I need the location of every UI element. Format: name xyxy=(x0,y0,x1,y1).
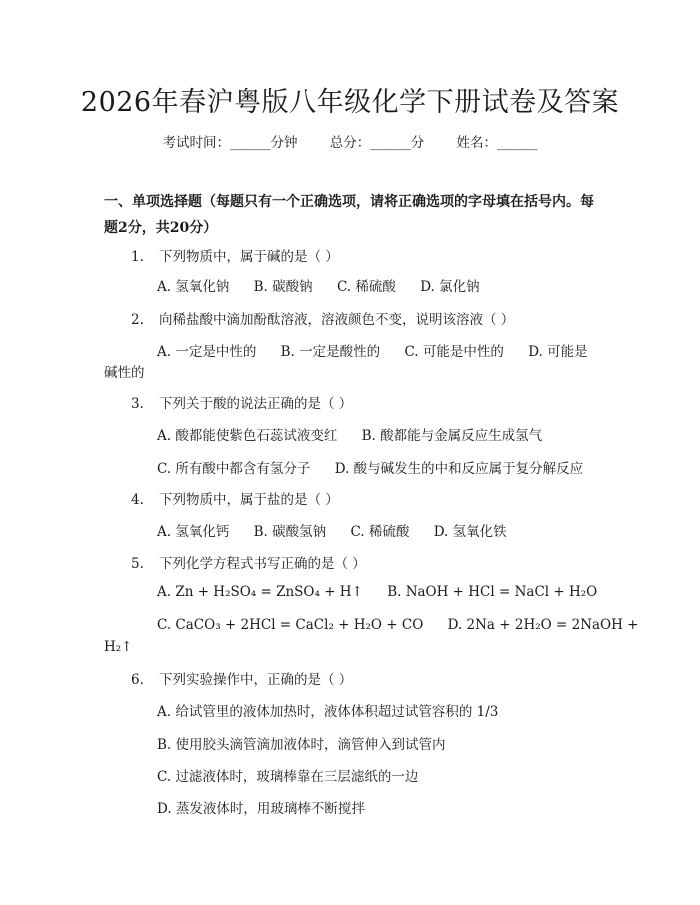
option-c: C. 稀硫酸 xyxy=(336,279,396,295)
question-1 xyxy=(131,245,339,265)
question-number: 6. xyxy=(131,672,144,688)
option-d: D. 蒸发液体时，用玻璃棒不断搅拌 xyxy=(157,801,365,817)
exam-name: 姓名：______ xyxy=(456,135,538,151)
option-b: B. 使用胶头滴管滴加液体时，滴管伸入到试管内 xyxy=(157,737,446,753)
option-c: C. 稀硫酸 xyxy=(350,524,410,540)
option-d: D. 酸与碱发生的中和反应属于复分解反应 xyxy=(334,461,584,477)
question-3 xyxy=(131,392,352,412)
question-text: 向稀盐酸中滴加酚酞溶液，溶液颜色不变，说明该溶液（ ） xyxy=(159,312,515,328)
question-text: 下列物质中，属于盐的是（ ） xyxy=(159,492,339,508)
option-c: C. 过滤液体时，玻璃棒靠在三层滤纸的一边 xyxy=(157,769,419,785)
option-d: D. 2Na + 2H₂O = 2NaOH + xyxy=(447,617,639,633)
option-b: B. NaOH + HCl = NaCl + H₂O xyxy=(387,584,598,600)
question-4 xyxy=(131,488,339,508)
question-number: 2. xyxy=(131,312,144,328)
options-row xyxy=(157,617,639,633)
option-c: C. 可能是中性的 xyxy=(404,344,504,360)
options-row xyxy=(157,520,507,540)
options-row xyxy=(157,457,583,477)
option-b: B. 碳酸钠 xyxy=(253,279,313,295)
question-number: 3. xyxy=(131,396,144,412)
option-b: B. 一定是酸性的 xyxy=(280,344,381,360)
question-6 xyxy=(131,668,352,688)
options-row xyxy=(157,424,542,444)
option-d: D. 可能是 xyxy=(528,344,588,360)
option-a: A. Zn + H₂SO₄ = ZnSO₄ + H↑ xyxy=(157,584,363,600)
option-d: D. 氯化钠 xyxy=(420,279,480,295)
exam-time: 考试时间：______分钟 xyxy=(162,135,298,151)
option-b: B. 碳酸氢钠 xyxy=(253,524,327,540)
question-number: 4. xyxy=(131,492,144,508)
question-2 xyxy=(131,308,514,328)
option-wrap-text: H₂↑ xyxy=(104,639,133,655)
option-a: A. 给试管里的液体加热时，液体体积超过试管容积的 1/3 xyxy=(157,704,499,720)
option-a: A. 氢氧化钠 xyxy=(157,279,230,295)
option-c: C. 所有酸中都含有氢分子 xyxy=(157,461,311,477)
section-heading: 一、单项选择题（每题只有一个正确选项，请将正确选项的字母填在括号内。每题2分，共20分） xyxy=(104,194,594,236)
option-a: A. 一定是中性的 xyxy=(157,344,257,360)
question-number: 5. xyxy=(131,556,144,572)
option-b: B. 酸都能与金属反应生成氢气 xyxy=(361,428,543,444)
options-row xyxy=(157,584,597,600)
page-title: 2026年春沪粤版八年级化学下册试卷及答案 xyxy=(80,87,620,118)
question-text: 下列关于酸的说法正确的是（ ） xyxy=(159,396,353,412)
options-row xyxy=(157,275,480,295)
question-text: 下列物质中，属于碱的是（ ） xyxy=(159,249,339,265)
exam-score: 总分：______分 xyxy=(329,135,425,151)
exam-meta xyxy=(0,131,700,151)
option-c: C. CaCO₃ + 2HCl = CaCl₂ + H₂O + CO xyxy=(157,617,424,633)
option-d: D. 氢氧化铁 xyxy=(433,524,507,540)
option-wrap-text: 碱性的 xyxy=(104,365,145,381)
question-text: 下列实验操作中，正确的是（ ） xyxy=(159,672,353,688)
options-row xyxy=(157,340,588,360)
question-5 xyxy=(131,552,366,572)
option-a: A. 酸都能使紫色石蕊试液变红 xyxy=(157,428,338,444)
question-text: 下列化学方程式书写正确的是（ ） xyxy=(159,556,366,572)
question-number: 1. xyxy=(131,249,144,265)
option-a: A. 氢氧化钙 xyxy=(157,524,230,540)
